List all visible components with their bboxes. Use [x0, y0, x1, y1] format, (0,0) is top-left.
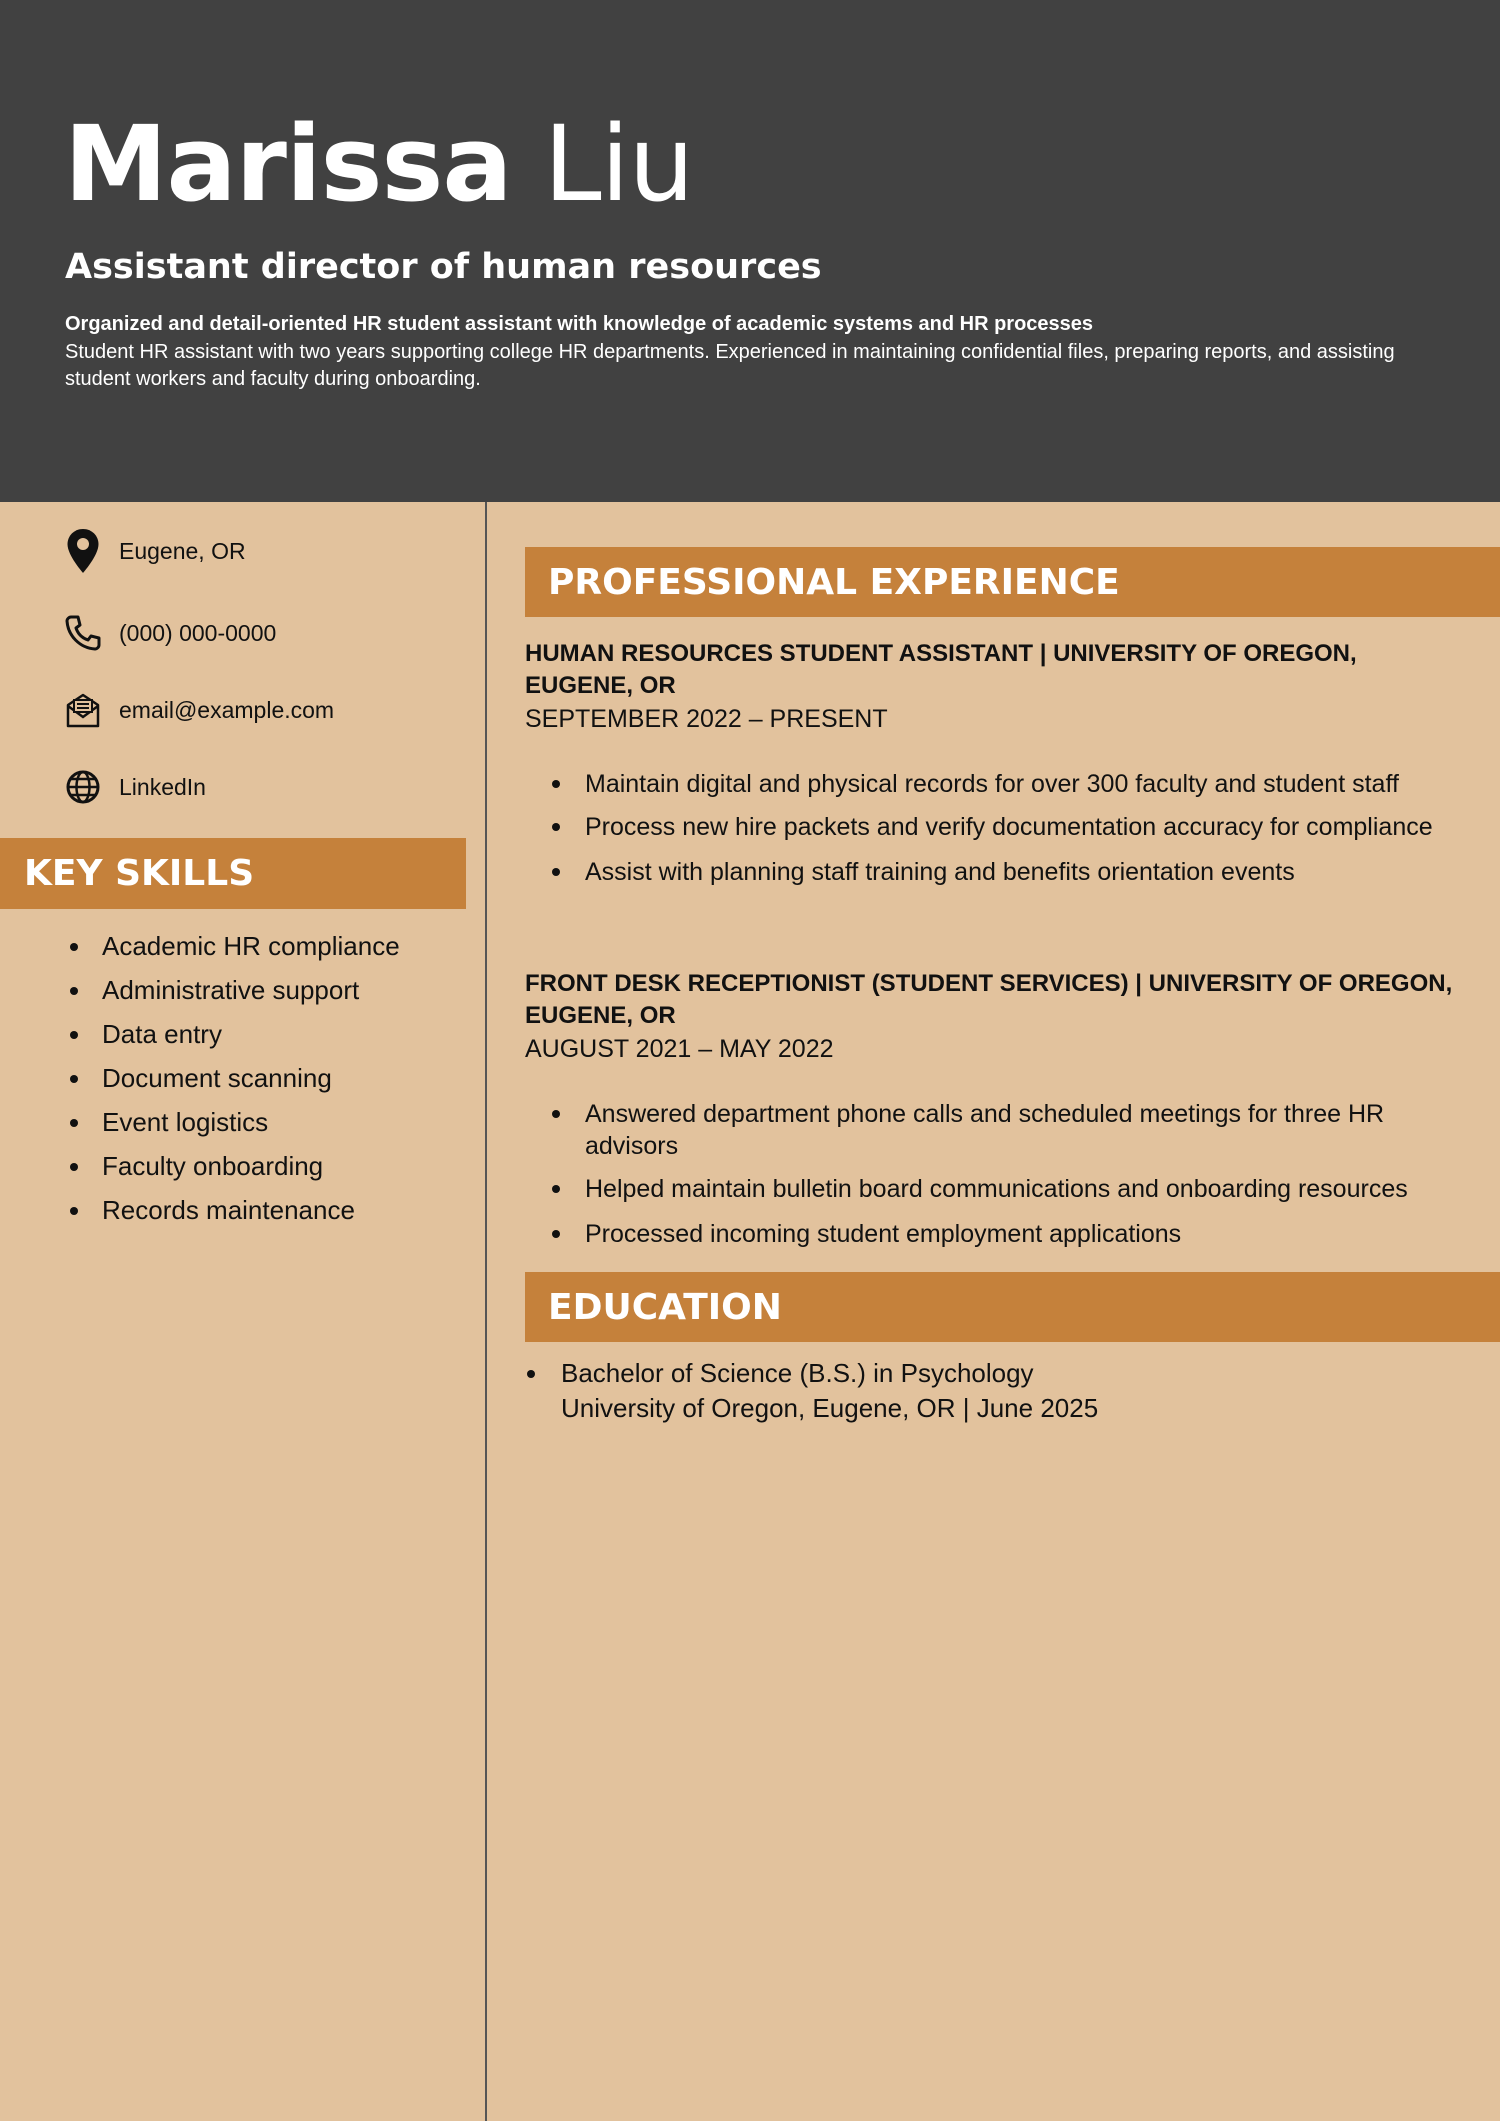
experience-heading: [525, 547, 1500, 617]
job-title-headline: Assistant director of human resources: [65, 247, 822, 287]
job-bullet: Process new hire packets and verify documentation accuracy for compliance: [585, 811, 1455, 843]
contact-linkedin: [64, 764, 206, 810]
education-entry: [561, 1356, 1461, 1426]
skill-item: Data entry: [102, 1012, 400, 1056]
job-dates: SEPTEMBER 2022 – PRESENT: [525, 705, 888, 733]
job-bullets: [585, 768, 1455, 888]
education-heading: [525, 1272, 1500, 1342]
bullet-dot: [527, 1370, 535, 1378]
summary-text: Student HR assistant with two years supporting college HR departments. Experienced in maintaining confidential files, preparing reports, and assisting student workers and faculty during onboarding.: [65, 341, 1395, 390]
contact-location: [64, 528, 246, 574]
skill-item: Event logistics: [102, 1100, 400, 1144]
linkedin-link[interactable]: LinkedIn: [119, 773, 206, 800]
key-skills-heading-text: KEY SKILLS: [24, 853, 255, 894]
experience-heading-text: PROFESSIONAL EXPERIENCE: [548, 561, 1120, 603]
envelope-icon: [64, 687, 102, 733]
skill-item: Records maintenance: [102, 1188, 400, 1232]
skill-item: Document scanning: [102, 1056, 400, 1100]
globe-icon: [64, 764, 102, 810]
first-name: Marissa: [64, 103, 512, 225]
job-bullet: Maintain digital and physical records for over 300 faculty and student staff: [585, 768, 1455, 800]
key-skills-heading: [0, 838, 466, 909]
column-divider: [485, 502, 487, 2121]
school-and-date: University of Oregon, Eugene, OR | June 2025: [561, 1393, 1099, 1423]
summary-headline: Organized and detail-oriented HR student assistant with knowledge of academic systems and HR processes: [65, 313, 1094, 335]
job-dates: AUGUST 2021 – MAY 2022: [525, 1035, 834, 1063]
map-pin-icon: [64, 528, 102, 574]
contact-email: [64, 687, 334, 733]
email-link[interactable]: email@example.com: [119, 696, 335, 723]
candidate-name: [64, 103, 694, 225]
education-heading-text: EDUCATION: [548, 1286, 782, 1328]
job-bullet: Processed incoming student employment applications: [585, 1218, 1455, 1250]
skills-list: [102, 924, 400, 1232]
job-title: HUMAN RESOURCES STUDENT ASSISTANT | UNIVERSITY OF OREGON, EUGENE, OR: [525, 640, 1357, 699]
resume-header: [0, 0, 1500, 502]
skill-item: Academic HR compliance: [102, 924, 400, 968]
degree: Bachelor of Science (B.S.) in Psychology: [561, 1358, 1034, 1388]
contact-phone: [64, 610, 276, 656]
phone-link[interactable]: (000) 000-0000: [119, 619, 277, 646]
job-bullet: Answered department phone calls and scheduled meetings for three HR advisors: [585, 1098, 1455, 1162]
job-bullet: Helped maintain bulletin board communications and onboarding resources: [585, 1173, 1455, 1205]
phone-icon: [64, 610, 102, 656]
job-bullets: [585, 1098, 1455, 1250]
job-title: FRONT DESK RECEPTIONIST (STUDENT SERVICES) | UNIVERSITY OF OREGON, EUGENE, OR: [525, 970, 1453, 1029]
skill-item: Faculty onboarding: [102, 1144, 400, 1188]
skill-item: Administrative support: [102, 968, 400, 1012]
job-entry-2: [525, 968, 1455, 1250]
job-entry-1: [525, 638, 1455, 888]
last-name: Liu: [543, 103, 694, 225]
job-bullet: Assist with planning staff training and benefits orientation events: [585, 856, 1455, 888]
location-text: Eugene, OR: [119, 537, 246, 564]
